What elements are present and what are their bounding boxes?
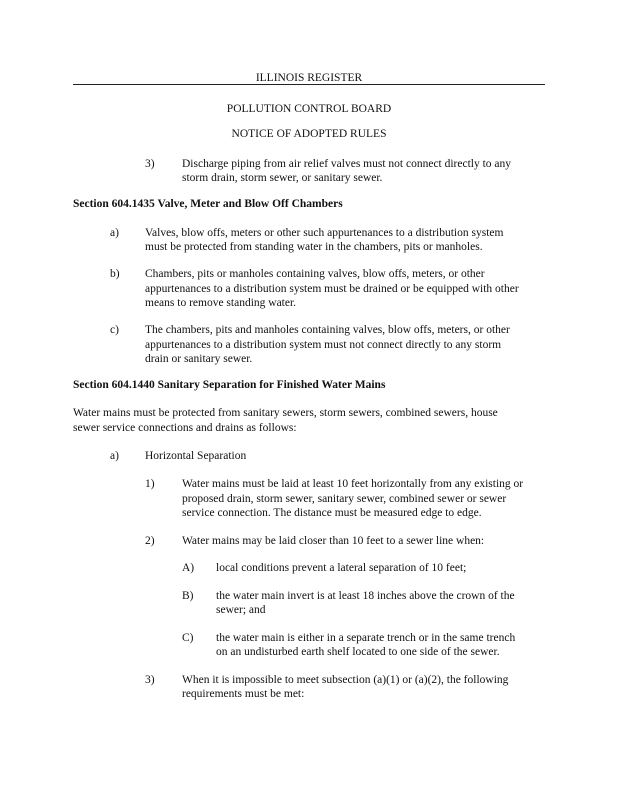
subsection-text-line: Valves, blow offs, meters or other such appurtenances to a distribution system (145, 227, 504, 239)
subitem-text-line: sewer; and (216, 604, 266, 616)
section-heading-1435: Section 604.1435 Valve, Meter and Blow Off Chambers (73, 198, 343, 210)
item-text-line: Water mains may be laid closer than 10 feet to a sewer line when: (182, 535, 485, 547)
subsection-text-line: appurtenances to a distribution system must be drained or be equipped with other (145, 283, 519, 295)
item-text-line: Water mains must be laid at least 10 feet horizontally from any existing or (182, 478, 524, 490)
subsection-text-line: drain or sanitary sewer. (145, 353, 253, 365)
intro-text-line: sewer service connections and drains as follows: (73, 422, 297, 434)
subsection-title: Horizontal Separation (145, 450, 247, 462)
item-text-line: When it is impossible to meet subsection (a)(1) or (a)(2), the following (182, 674, 509, 686)
subsection-text-line: must be protected from standing water in the chambers, pits or manholes. (145, 241, 483, 253)
item-text-line: Discharge piping from air relief valves must not connect directly to any (182, 158, 512, 170)
subsection-label: b) (110, 268, 120, 280)
item-text-line: requirements must be met: (182, 688, 305, 700)
header-rule (73, 84, 545, 85)
intro-text-line: Water mains must be protected from sanitary sewers, storm sewers, combined sewers, house (73, 407, 498, 419)
item-number: 3) (145, 158, 155, 170)
subitem-text-line: the water main is either in a separate trench or in the same trench (216, 632, 516, 644)
subitem-text-line: local conditions prevent a lateral separation of 10 feet; (216, 562, 467, 574)
notice-title: NOTICE OF ADOPTED RULES (231, 128, 387, 140)
item-number: 3) (145, 674, 155, 686)
subitem-label: B) (182, 590, 194, 602)
item-text-line: service connection. The distance must be measured edge to edge. (182, 507, 482, 519)
item-number: 2) (145, 535, 155, 547)
subsection-text-line: Chambers, pits or manholes containing valves, blow offs, meters, or other (145, 268, 485, 280)
subsection-text-line: The chambers, pits and manholes containing valves, blow offs, meters, or other (145, 324, 510, 336)
item-text-line: proposed drain, storm sewer, sanitary sewer, combined sewer or sewer (182, 493, 507, 505)
subsection-label: a) (110, 450, 119, 462)
subitem-text-line: the water main invert is at least 18 inches above the crown of the (216, 590, 515, 602)
subitem-text-line: on an undisturbed earth shelf located to one side of the sewer. (216, 646, 500, 658)
section-heading-1440: Section 604.1440 Sanitary Separation for Finished Water Mains (73, 379, 386, 391)
subsection-text-line: appurtenances to a distribution system must not connect directly to any storm (145, 339, 502, 351)
subitem-label: C) (182, 632, 194, 644)
item-text-line: storm drain, storm sewer, or sanitary sewer. (182, 172, 383, 184)
subitem-label: A) (182, 562, 195, 574)
item-number: 1) (145, 478, 155, 490)
board-title: POLLUTION CONTROL BOARD (226, 103, 392, 115)
register-title: ILLINOIS REGISTER (255, 72, 363, 84)
subsection-label: c) (110, 324, 119, 336)
subsection-label: a) (110, 227, 119, 239)
subsection-text-line: means to remove standing water. (145, 297, 297, 309)
